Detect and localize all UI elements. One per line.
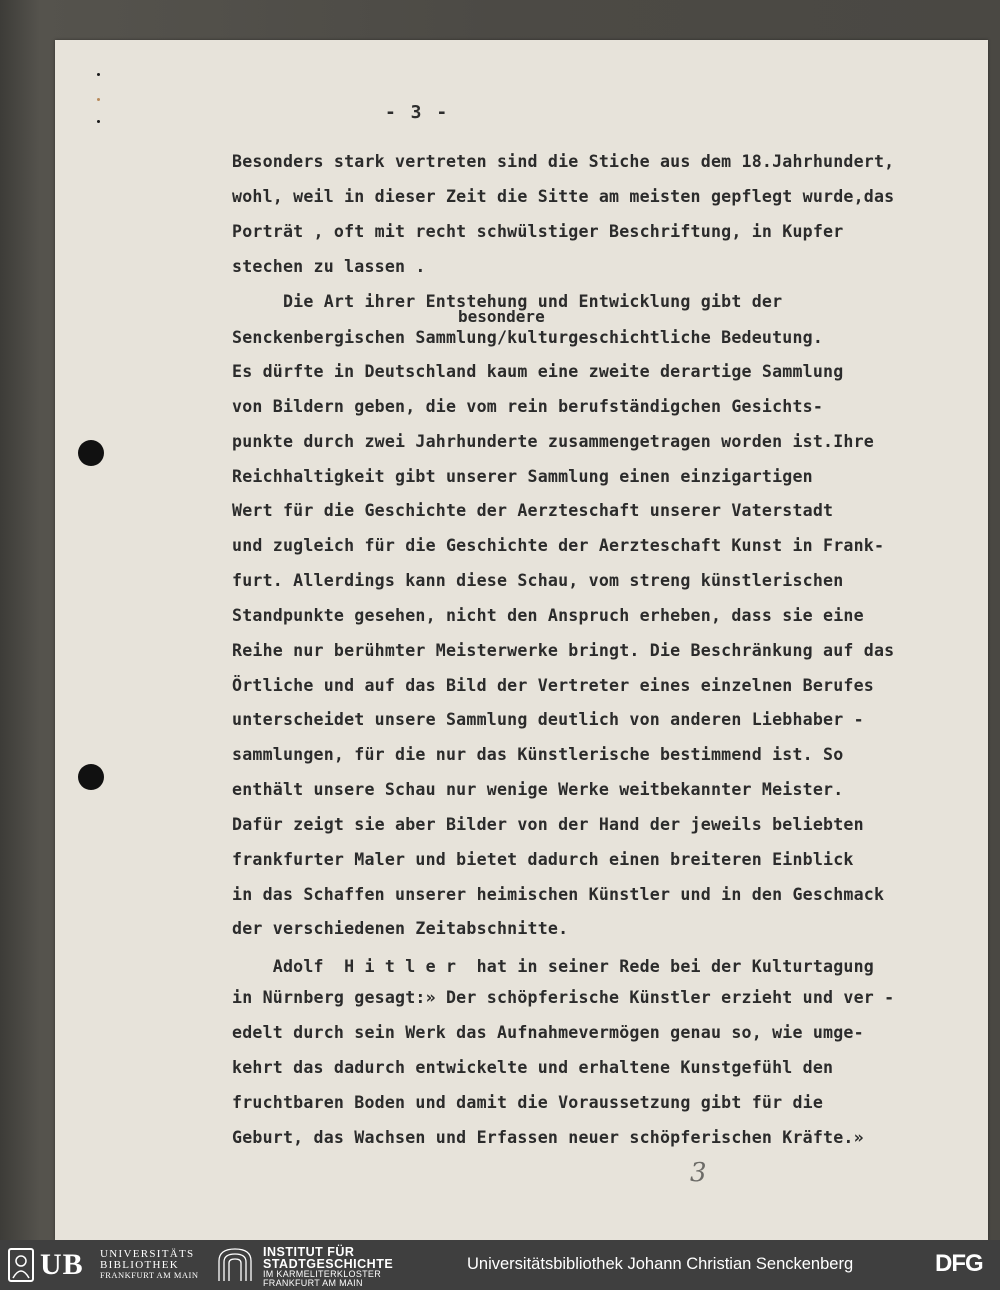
text-line: Porträt , oft mit recht schwülstiger Beschriftung, in Kupfer xyxy=(232,222,844,241)
margin-mark xyxy=(97,73,100,76)
ub-line: UNIVERSITÄTS xyxy=(100,1248,195,1260)
text-line: Reihe nur berühmter Meisterwerke bringt. Die Beschränkung auf das xyxy=(232,641,895,660)
text-line: Senckenbergischen Sammlung/kulturgeschichtliche Bedeutung. xyxy=(232,328,824,347)
ub-letters: UB xyxy=(40,1248,84,1281)
text-line: in das Schaffen unserer heimischen Künstler und in den Geschmack xyxy=(232,885,885,904)
text-line: stechen zu lassen . xyxy=(232,257,426,276)
footer-bar xyxy=(0,1240,1000,1290)
text-line: frankfurter Maler und bietet dadurch einen breiteren Einblick xyxy=(232,850,854,869)
text-line: Örtliche und auf das Bild der Vertreter eines einzelnen Berufes xyxy=(232,676,874,695)
dfg-logo[interactable]: DFG xyxy=(935,1250,983,1277)
text-line: in Nürnberg gesagt:» Der schöpferische Künstler erzieht und ver - xyxy=(232,988,895,1007)
text-line: Adolf H i t l e r hat in seiner Rede bei der Kulturtagung xyxy=(232,957,874,976)
punch-hole xyxy=(78,440,104,466)
text-line: Wert für die Geschichte der Aerzteschaft unserer Vaterstadt xyxy=(232,501,834,520)
isg-arch-icon[interactable] xyxy=(215,1247,255,1283)
ub-line: BIBLIOTHEK xyxy=(100,1258,179,1271)
ub-line: FRANKFURT AM MAIN xyxy=(100,1270,199,1280)
typed-insertion: besondere xyxy=(458,307,545,326)
isg-title-line: STADTGESCHICHTE xyxy=(263,1257,394,1271)
text-line: punkte durch zwei Jahrhunderte zusammengetragen worden ist.Ihre xyxy=(232,432,874,451)
text-line: Reichhaltigkeit gibt unserer Sammlung einen einzigartigen xyxy=(232,467,813,486)
text-line: kehrt das dadurch entwickelte und erhaltene Kunstgefühl den xyxy=(232,1058,834,1077)
text-line: Geburt, das Wachsen und Erfassen neuer schöpferischen Kräfte.» xyxy=(232,1128,864,1147)
library-name-link[interactable]: Universitätsbibliothek Johann Christian Senckenberg xyxy=(467,1255,854,1273)
text-line: fruchtbaren Boden und damit die Voraussetzung gibt für die xyxy=(232,1093,824,1112)
text-line: edelt durch sein Werk das Aufnahmevermögen genau so, wie umge- xyxy=(232,1023,864,1042)
margin-mark xyxy=(97,120,100,123)
isg-sub-line: IM KARMELITERKLOSTER xyxy=(263,1269,382,1279)
handwritten-page-number: 3 xyxy=(690,1158,707,1188)
text-line: furt. Allerdings kann diese Schau, vom streng künstlerischen xyxy=(232,571,844,590)
text-line: Standpunkte gesehen, nicht den Anspruch erheben, dass sie eine xyxy=(232,606,864,625)
ub-wordmark xyxy=(100,1249,199,1281)
page-number: - 3 - xyxy=(385,102,450,123)
text-line: Die Art ihrer Entstehung und Entwicklung gibt der xyxy=(232,292,783,311)
text-line: sammlungen, für die nur das Künstlerische bestimmend ist. So xyxy=(232,745,844,764)
text-line: enthält unsere Schau nur wenige Werke weitbekannter Meister. xyxy=(232,780,844,799)
punch-hole xyxy=(78,764,104,790)
isg-wordmark[interactable] xyxy=(263,1246,393,1288)
text-line: und zugleich für die Geschichte der Aerzteschaft Kunst in Frank- xyxy=(232,536,885,555)
ub-logo[interactable] xyxy=(8,1246,208,1284)
margin-mark xyxy=(97,98,100,101)
isg-sub-line: FRANKFURT AM MAIN xyxy=(263,1278,363,1288)
text-line: Dafür zeigt sie aber Bilder von der Hand der jeweils beliebten xyxy=(232,815,864,834)
text-line: der verschiedenen Zeitabschnitte. xyxy=(232,919,569,938)
text-line: von Bildern geben, die vom rein berufständigchen Gesichts- xyxy=(232,397,824,416)
text-line: Besonders stark vertreten sind die Stiche aus dem 18.Jahrhundert, xyxy=(232,152,895,171)
text-line: unterscheidet unsere Sammlung deutlich von anderen Liebhaber - xyxy=(232,710,864,729)
typed-text-block xyxy=(232,40,972,1180)
document-page xyxy=(55,40,988,1240)
ub-portrait-icon xyxy=(8,1248,34,1282)
text-line: wohl, weil in dieser Zeit die Sitte am meisten gepflegt wurde,das xyxy=(232,187,895,206)
text-line: Es dürfte in Deutschland kaum eine zweite derartige Sammlung xyxy=(232,362,844,381)
isg-title-line: INSTITUT FÜR xyxy=(263,1245,355,1259)
